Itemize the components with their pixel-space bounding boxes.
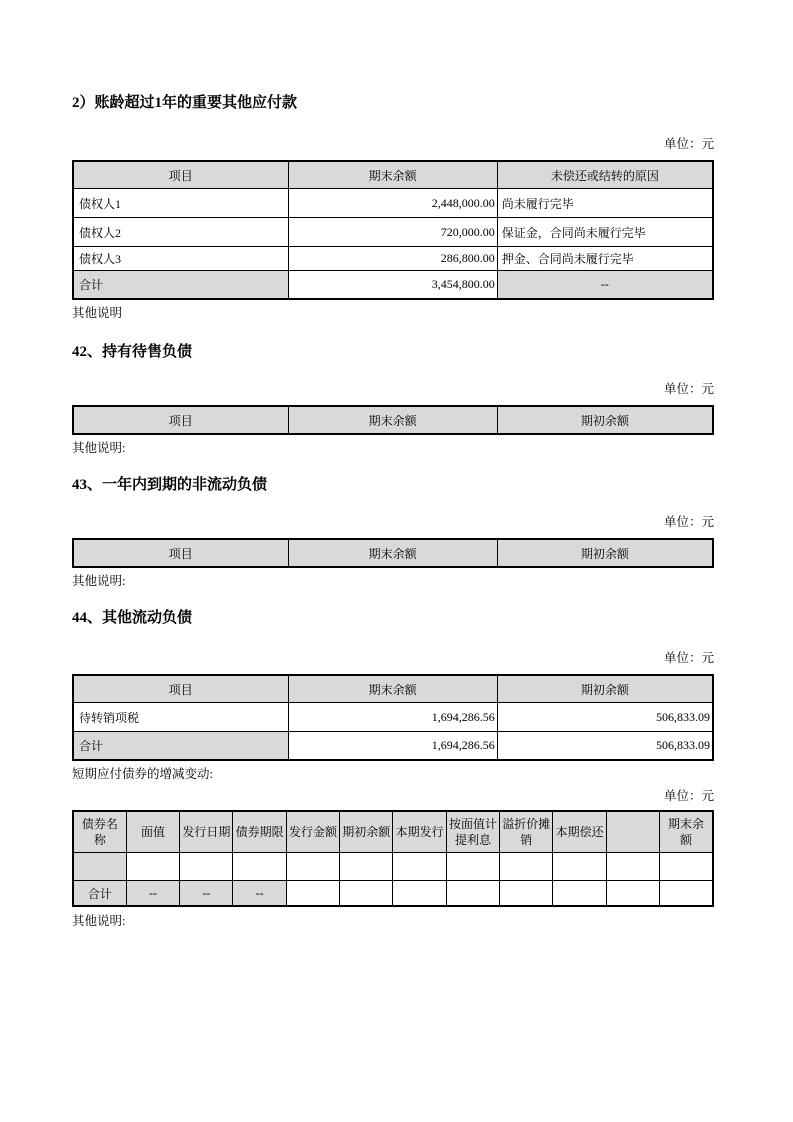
cell-total-label: 合计 [73,732,288,761]
cell-dash: -- [126,881,179,907]
heading-aged-payables: 2）账龄超过1年的重要其他应付款 [72,95,298,111]
col-header-face-value: 面值 [126,811,179,853]
cell-empty [233,853,286,881]
col-header-blank [606,811,659,853]
unit-label: 单位：元 [663,651,714,665]
cell-empty [606,881,659,907]
table-header-row [73,406,713,434]
bonds-change-label: 短期应付债券的增减变动: [72,767,213,781]
col-header-reason: 未偿还或结转的原因 [497,161,713,189]
unit-label: 单位：元 [663,789,714,803]
cell-creditor-2: 债权人2 [73,218,288,247]
unit-label: 单位：元 [663,382,714,396]
cell-empty [126,853,179,881]
cell-creditor-3: 债权人3 [73,247,288,271]
col-header-issue-date: 发行日期 [180,811,233,853]
col-header-interest-at-face-value: 按面值计提利息 [446,811,499,853]
table-row [73,218,713,247]
col-header-opening-balance: 期初余额 [340,811,393,853]
held-for-sale-table [72,405,714,435]
cell-reason: 尚未履行完毕 [497,189,713,218]
unit-label: 单位：元 [663,515,714,529]
cell-dash: -- [233,881,286,907]
cell-empty [446,853,499,881]
table-row [73,189,713,218]
cell-empty [553,853,606,881]
cell-amount: 2,448,000.00 [288,189,497,218]
cell-reason: 保证金，合同尚未履行完毕 [497,218,713,247]
cell-creditor-1: 债权人1 [73,189,288,218]
cell-empty [393,853,446,881]
cell-amount: 506,833.09 [497,703,713,732]
col-header-premium-amortization: 溢折价摊销 [500,811,553,853]
cell-empty [340,881,393,907]
cell-empty [180,853,233,881]
col-header-issued-this-period: 本期发行 [393,811,446,853]
col-header-closing-balance: 期末余额 [288,406,497,434]
heading-other-current: 44、其他流动负债 [72,610,193,626]
table-header-row [73,811,713,853]
cell-amount: 1,694,286.56 [288,703,497,732]
cell-empty [340,853,393,881]
cell-empty [500,881,553,907]
cell-empty [500,853,553,881]
col-header-closing-balance: 期末余额 [288,161,497,189]
table-row [73,247,713,271]
col-header-bond-name: 债券名称 [73,811,126,853]
col-header-item: 项目 [73,161,288,189]
col-header-closing-balance: 期末余额 [288,675,497,703]
cell-empty [393,881,446,907]
col-header-item: 项目 [73,675,288,703]
col-header-issue-amount: 发行金额 [286,811,339,853]
table-header-row [73,675,713,703]
cell-empty [553,881,606,907]
table-row [73,703,713,732]
cell-empty [446,881,499,907]
col-header-bond-term: 债券期限 [233,811,286,853]
note-other-notes: 其他说明 [72,306,123,320]
aged-payables-table [72,160,714,300]
cell-output-tax: 待转销项税 [73,703,288,732]
cell-empty [660,881,713,907]
heading-held-for-sale: 42、持有待售负债 [72,344,193,360]
col-header-opening-balance: 期初余额 [497,539,713,567]
unit-label: 单位：元 [663,137,714,151]
col-header-closing-balance: 期末余额 [288,539,497,567]
note-other-notes: 其他说明: [72,914,126,928]
cell-reason: 押金、合同尚未履行完毕 [497,247,713,271]
col-header-opening-balance: 期初余额 [497,406,713,434]
note-other-notes: 其他说明: [72,441,126,455]
table-total-row [73,881,713,907]
cell-empty [286,881,339,907]
other-current-table [72,674,714,761]
table-header-row [73,539,713,567]
cell-total-amount: 3,454,800.00 [288,271,497,300]
table-total-row [73,271,713,300]
cell-empty [73,853,126,881]
col-header-item: 项目 [73,406,288,434]
cell-empty [606,853,659,881]
col-header-item: 项目 [73,539,288,567]
page-content [72,0,714,929]
cell-total-label: 合计 [73,881,126,907]
cell-total-reason: -- [497,271,713,300]
due-within-year-table [72,538,714,568]
table-header-row [73,161,713,189]
cell-total-label: 合计 [73,271,288,300]
cell-total-amount: 506,833.09 [497,732,713,761]
short-term-bonds-table [72,810,714,907]
cell-dash: -- [180,881,233,907]
cell-empty [286,853,339,881]
cell-total-amount: 1,694,286.56 [288,732,497,761]
col-header-opening-balance: 期初余额 [497,675,713,703]
cell-amount: 286,800.00 [288,247,497,271]
col-header-closing-balance: 期末余额 [660,811,713,853]
table-empty-row [73,853,713,881]
note-other-notes: 其他说明: [72,574,126,588]
cell-empty [660,853,713,881]
cell-amount: 720,000.00 [288,218,497,247]
table-total-row [73,732,713,761]
col-header-repaid-this-period: 本期偿还 [553,811,606,853]
heading-due-within-year: 43、一年内到期的非流动负债 [72,477,268,493]
